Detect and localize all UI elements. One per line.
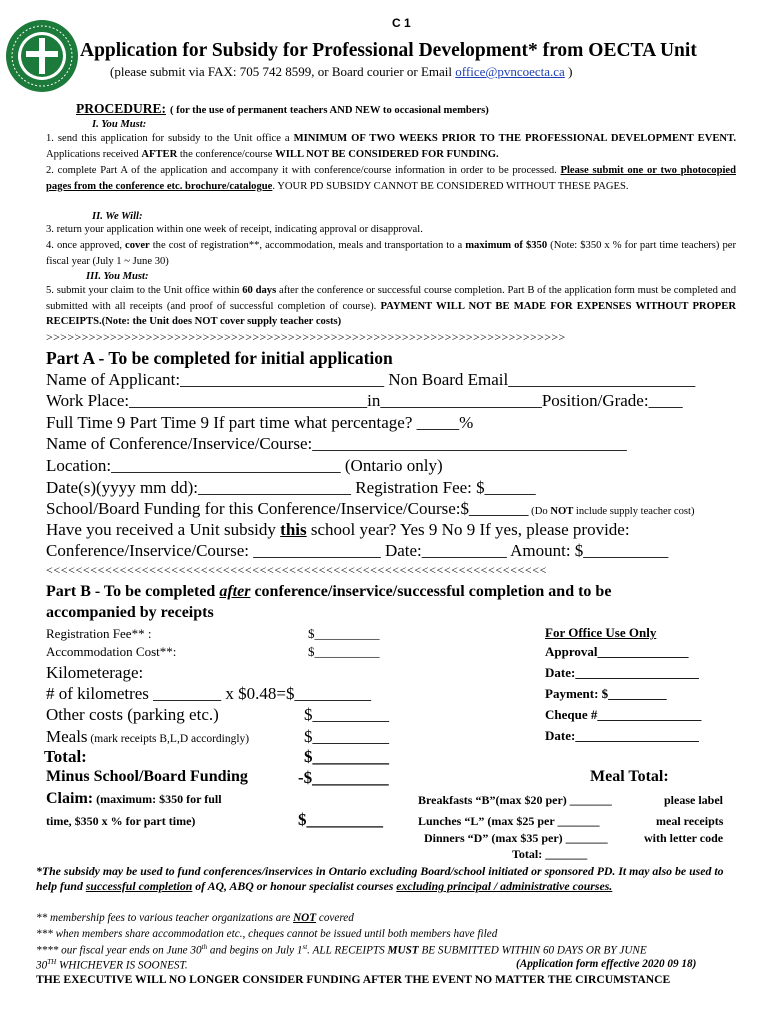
must-heading-1: I. You Must:	[92, 119, 147, 130]
conference-name-field[interactable]: Name of Conference/Inservice/Course:_____________________________________	[46, 434, 627, 453]
shared-accommodation-note: *** when members share accommodation etc., cheques cannot be issued until both members have filed	[36, 928, 498, 940]
procedure-heading	[76, 100, 489, 118]
oecta-logo-icon	[4, 18, 80, 94]
part-b-heading-2: accompanied by receipts	[46, 604, 214, 621]
board-funding-field[interactable]: School/Board Funding for this Conference/Inservice/Course:$_______ (Do NOT include supply teacher cost)	[46, 499, 695, 518]
kilometerage-label: Kilometerage:	[46, 663, 144, 682]
total-label: Total:	[44, 747, 87, 766]
work-place-field[interactable]: Work Place:____________________________in___________________Position/Grade:____	[46, 391, 683, 410]
form-subtitle	[110, 64, 572, 80]
page-code: C 1	[392, 16, 411, 30]
part-a-heading: Part A - To be completed for initial application	[46, 348, 393, 368]
deadline-note: 30TH WHICHEVER IS SOONEST.	[36, 958, 188, 972]
divider-left: <<<<<<<<<<<<<<<<<<<<<<<<<<<<<<<<<<<<<<<<<<<<<<<<<<<<<<<<<<<<<<<<<<<<	[46, 563, 547, 577]
meal-total-heading: Meal Total:	[590, 768, 669, 785]
claim-note: time, $350 x % for part time)	[46, 814, 196, 828]
total-field[interactable]: $_________	[304, 747, 389, 766]
subsidy-usage-note: *The subsidy may be used to fund conferences/inservices in Ontario excluding Board/school initiated or sponsored PD. It may also be used to help fund successful completion of AQ, ABQ or honour specialist courses excluding principal / administrative courses.	[36, 864, 724, 893]
office-payment-field[interactable]: Payment: $_________	[545, 686, 667, 701]
procedure-item-4: 4. once approved, cover the cost of registration**, accommodation, meals and transportation to a maximum of $350 (Note: $350 x % for part time teachers) per fiscal year (July 1 ~ June 30)	[46, 240, 736, 267]
email-link[interactable]: office@pvncoecta.ca	[455, 64, 565, 79]
prior-subsidy-field[interactable]: Have you received a Unit subsidy this school year? Yes 9 No 9 If yes, please provide:	[46, 520, 630, 539]
must-heading-2: III. You Must:	[86, 271, 149, 282]
applicant-name-field[interactable]: Name of Applicant:________________________ Non Board Email______________________	[46, 370, 696, 389]
other-costs-label: Other costs (parking etc.)	[46, 705, 219, 724]
breakfast-note: please label	[664, 793, 723, 807]
procedure-item-5: 5. submit your claim to the Unit office within 60 days after the conference or successful course completion. Part B of the application form must be completed and submitted with all receipts (and proof of successful completion of course). PAYMENT WILL NOT BE MADE FOR EXPENSES WITHOUT PROPER RECEIPTS.(Note: the Unit does NOT cover supply teacher costs)	[46, 285, 736, 327]
subtitle-suffix: )	[564, 64, 573, 79]
dinner-note: with letter code	[644, 831, 724, 845]
meals-field[interactable]: $_________	[304, 727, 389, 746]
fiscal-year-note: **** our fiscal year ends on June 30th and begins on July 1st. ALL RECEIPTS MUST BE SUBMITTED WITHIN 60 DAYS OR BY JUNE	[36, 943, 647, 957]
office-use-heading: For Office Use Only	[545, 625, 657, 640]
office-cheque-field[interactable]: Cheque #________________	[545, 707, 702, 722]
prior-conference-field[interactable]: Conference/Inservice/Course: _______________ Date:__________ Amount: $__________	[46, 541, 669, 560]
will-heading: II. We Will:	[92, 211, 143, 222]
employment-type-field[interactable]: Full Time 9 Part Time 9 If part time what percentage? _____%	[46, 413, 474, 432]
kilometres-field[interactable]: # of kilometres ________ x $0.48=$_________	[46, 684, 372, 703]
divider-right: >>>>>>>>>>>>>>>>>>>>>>>>>>>>>>>>>>>>>>>>>>>>>>>>>>>>>>>>>>>>>>>>>>>>>>>>>	[46, 330, 566, 344]
subtitle-prefix: (please submit via FAX: 705 742 8599, or Board courier or Email	[110, 64, 456, 79]
dates-field[interactable]: Date(s)(yyyy mm dd):__________________ Registration Fee: $______	[46, 478, 536, 497]
final-notice: THE EXECUTIVE WILL NO LONGER CONSIDER FUNDING AFTER THE EVENT NO MATTER THE CIRCUMSTANCE	[36, 973, 671, 986]
procedure-item-2: 2. complete Part A of the application and accompany it with conference/course information in order to be processed. Please submit one or two photocopied pages from the conference etc. brochure/catalogue. YOUR PD SUBSIDY CANNOT BE CONSIDERED WITHOUT THESE PAGES.	[46, 165, 736, 192]
form-title: Application for Subsidy for Professional Development* from OECTA Unit	[80, 40, 697, 61]
office-date2-field[interactable]: Date:___________________	[545, 728, 699, 743]
dinner-field[interactable]: Dinners “D” (max $35 per) _______	[424, 831, 608, 845]
lunch-field[interactable]: Lunches “L” (max $25 per _______	[418, 814, 600, 828]
minus-funding-label: Minus School/Board Funding	[46, 768, 248, 785]
breakfast-field[interactable]: Breakfasts “B”(max $20 per) _______	[418, 793, 612, 807]
claim-label: Claim: (maximum: $350 for full	[46, 790, 222, 807]
office-date-field[interactable]: Date:___________________	[545, 665, 699, 680]
registration-fee-field[interactable]: $__________	[308, 626, 380, 641]
part-b-heading: Part B - To be completed after conference/inservice/successful completion and to be	[46, 583, 612, 600]
accommodation-label: Accommodation Cost**:	[46, 644, 177, 659]
location-field[interactable]: Location:___________________________ (Ontario only)	[46, 456, 443, 475]
procedure-title: PROCEDURE:	[76, 101, 166, 116]
registration-fee-label: Registration Fee** :	[46, 626, 152, 641]
accommodation-field[interactable]: $__________	[308, 644, 380, 659]
claim-field[interactable]: $_________	[298, 810, 383, 829]
lunch-note: meal receipts	[656, 814, 724, 828]
procedure-note: ( for the use of permanent teachers AND NEW to occasional members)	[170, 105, 489, 116]
procedure-item-3: 3. return your application within one week of receipt, indicating approval or disapproval.	[46, 224, 423, 235]
procedure-item-1: 1. send this application for subsidy to the Unit office a MINIMUM OF TWO WEEKS PRIOR TO THE PROFESSIONAL DEVELOPMENT EVENT. Applications received AFTER the conference/course WILL NOT BE CONSIDERED FOR FUNDING.	[46, 133, 736, 160]
meal-total-field[interactable]: Total: _______	[512, 847, 588, 861]
membership-fees-note: ** membership fees to various teacher organizations are NOT covered	[36, 912, 354, 924]
office-approval-field[interactable]: Approval______________	[545, 644, 689, 659]
effective-date: (Application form effective 2020 09 18)	[516, 958, 697, 970]
other-costs-field[interactable]: $_________	[304, 705, 389, 724]
minus-funding-field[interactable]: -$_________	[298, 768, 389, 787]
meals-label: Meals (mark receipts B,L,D accordingly)	[46, 727, 250, 746]
